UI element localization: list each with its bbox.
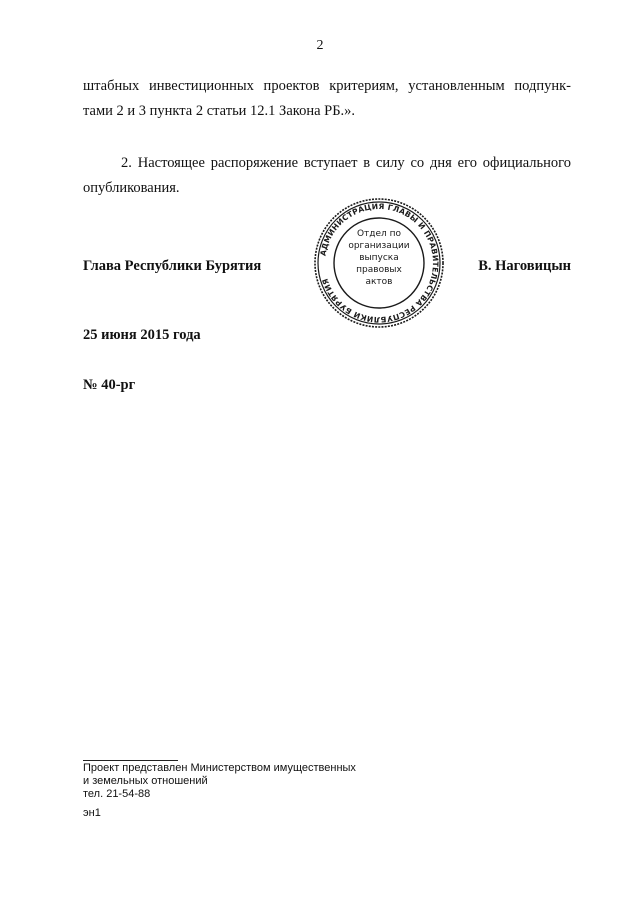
paragraph-line: тами 2 и 3 пункта 2 статьи 12.1 Закона РБ.». <box>83 103 356 119</box>
signatory-name: В. Наговицын <box>478 258 571 274</box>
document-date: 25 июня 2015 года <box>83 327 201 343</box>
footnote-line: и земельных отношений <box>83 775 208 787</box>
paragraph-continuation <box>83 74 571 124</box>
paragraph-line: опубликования. <box>83 180 180 196</box>
footnote-line: Проект представлен Министерством имущественных <box>83 762 356 774</box>
stamp-center-text: актов <box>365 277 393 287</box>
document-number: № 40-рг <box>83 377 136 393</box>
footnote <box>83 762 356 801</box>
footnote-line: тел. 21-54-88 <box>83 788 151 800</box>
paragraph-line: штабных инвестиционных проектов критериям, установленным подпунк- <box>83 78 571 94</box>
paragraph-line: 2. Настоящее распоряжение вступает в силу со дня его официального <box>121 155 571 171</box>
paragraph-effective-date <box>83 151 571 201</box>
stamp-center-text: выпуска <box>359 253 399 263</box>
footnote-divider <box>83 760 178 761</box>
stamp-center-text: правовых <box>356 265 402 275</box>
document-code: эн1 <box>83 807 101 819</box>
page-number: 2 <box>316 38 324 53</box>
stamp-center-text: Отдел по <box>356 229 402 239</box>
signatory-position: Глава Республики Бурятия <box>83 258 262 274</box>
stamp-ring-text: АДМИНИСТРАЦИЯ ГЛАВЫ И ПРАВИТЕЛЬСТВА РЕСПУБЛИКИ БУРЯТИЯ <box>318 201 441 325</box>
official-stamp <box>312 196 446 330</box>
stamp-center-text: организации <box>348 241 410 251</box>
